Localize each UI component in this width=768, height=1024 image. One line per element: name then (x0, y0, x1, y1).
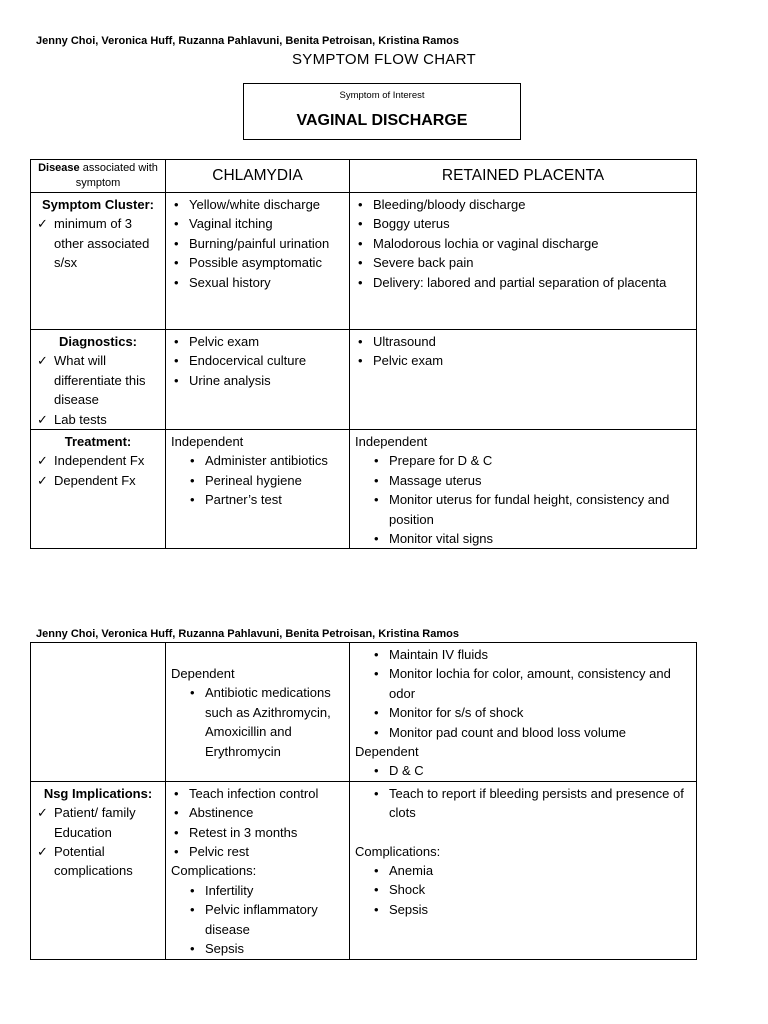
treatment-row (31, 430, 697, 549)
table-header-row (31, 160, 697, 193)
list-item: • Shock (371, 880, 691, 899)
diagnostics-row (31, 330, 697, 430)
chlamydia-diagnostics-cell (166, 330, 350, 430)
disease-header-rest: associated with symptom (75, 162, 158, 189)
symptom-of-interest-value: VAGINAL DISCHARGE (296, 112, 468, 129)
list-item: • Pelvic rest (171, 842, 344, 861)
placenta-diagnostics-cell (350, 330, 697, 430)
list-item: • Pelvic exam (171, 332, 344, 351)
disease-header-cell (31, 160, 166, 193)
list-item: • Teach infection control (171, 784, 344, 803)
placenta-treatment-continued-cell (350, 643, 697, 782)
chlamydia-header: CHLAMYDIA (166, 160, 350, 193)
chlamydia-cluster-cell (166, 193, 350, 330)
list-item: • Monitor pad count and blood loss volume (371, 723, 691, 742)
list-item: • Perineal hygiene (187, 471, 344, 490)
symptom-of-interest-box (243, 83, 521, 140)
list-item: • Sepsis (187, 939, 344, 958)
chlamydia-treatment-cell (166, 430, 350, 549)
list-item: • Delivery: labored and partial separation of placenta (355, 273, 691, 292)
list-item: • Partner’s test (187, 490, 344, 509)
complications-label: Complications: (355, 843, 441, 859)
nsg-implications-title: Nsg Implications: (43, 785, 153, 801)
list-item: • Pelvic exam (355, 351, 691, 370)
list-item: • Severe back pain (355, 253, 691, 272)
check-item: ✓ Patient/ family Education (36, 803, 160, 842)
diagnostics-title: Diagnostics: (58, 334, 137, 349)
list-item: • Burning/painful urination (171, 234, 344, 253)
list-item: • Urine analysis (171, 371, 344, 390)
list-item: • Prepare for D & C (371, 451, 691, 470)
nsg-implications-cell (31, 781, 166, 959)
list-item: • Maintain IV fluids (371, 645, 691, 664)
list-item: • Retest in 3 months (171, 823, 344, 842)
treatment-continued-row (31, 643, 697, 782)
symptom-cluster-title: Symptom Cluster: (42, 197, 154, 212)
list-item: • Possible asymptomatic (171, 253, 344, 272)
placenta-nsg-cell (350, 781, 697, 959)
nsg-implications-row (31, 781, 697, 959)
treatment-continued-empty-cell (31, 643, 166, 782)
authors-line: Jenny Choi, Veronica Huff, Ruzanna Pahlavuni, Benita Petroisan, Kristina Ramos (36, 35, 459, 47)
list-item: • Sexual history (171, 273, 344, 292)
list-item: • Monitor lochia for color, amount, consistency and odor (371, 664, 691, 703)
diagnostics-cell (31, 330, 166, 430)
dependent-label: Dependent (171, 666, 235, 681)
list-item: • Antibiotic medications such as Azithromycin, Amoxicillin and Erythromycin (187, 683, 344, 761)
symptom-table-page2 (30, 642, 697, 960)
list-item: • Monitor uterus for fundal height, consistency and position (371, 490, 691, 529)
list-item: • Boggy uterus (355, 214, 691, 233)
chlamydia-nsg-cell (166, 781, 350, 959)
symptom-of-interest-label: Symptom of Interest (339, 90, 425, 101)
check-item: ✓ Independent Fx (36, 451, 160, 470)
placenta-treatment-cell (350, 430, 697, 549)
list-item: • Teach to report if bleeding persists and presence of clots (371, 784, 691, 823)
check-item: ✓ minimum of 3 other associated s/sx (36, 214, 160, 272)
authors-line: Jenny Choi, Veronica Huff, Ruzanna Pahlavuni, Benita Petroisan, Kristina Ramos (36, 628, 459, 640)
list-item: • Bleeding/bloody discharge (355, 195, 691, 214)
list-item: • Abstinence (171, 803, 344, 822)
complications-label: Complications: (171, 863, 257, 879)
list-item: • Pelvic inflammatory disease (187, 900, 344, 939)
list-item: • Yellow/white discharge (171, 195, 344, 214)
list-item: • Infertility (187, 881, 344, 900)
list-item: • Monitor vital signs (371, 529, 691, 548)
list-item: • D & C (371, 761, 691, 780)
chlamydia-treatment-continued-cell (166, 643, 350, 782)
list-item: • Ultrasound (355, 332, 691, 351)
list-item: • Malodorous lochia or vaginal discharge (355, 234, 691, 253)
check-item: ✓ What will differentiate this disease (36, 351, 160, 409)
check-item: ✓ Potential complications (36, 842, 160, 881)
symptom-cluster-cell (31, 193, 166, 330)
dependent-label: Dependent (355, 744, 419, 760)
symptom-cluster-row (31, 193, 697, 330)
list-item: • Massage uterus (371, 471, 691, 490)
list-item: • Vaginal itching (171, 214, 344, 233)
list-item: • Sepsis (371, 900, 691, 919)
placenta-cluster-cell (350, 193, 697, 330)
check-item: ✓ Dependent Fx (36, 471, 160, 490)
independent-label: Independent (355, 434, 428, 450)
retained-placenta-header: RETAINED PLACENTA (350, 160, 697, 193)
symptom-table-page1 (30, 159, 697, 549)
treatment-title: Treatment: (64, 434, 132, 450)
page-title: SYMPTOM FLOW CHART (291, 51, 477, 68)
list-item: • Anemia (371, 861, 691, 880)
list-item: • Monitor for s/s of shock (371, 703, 691, 722)
check-item: ✓ Lab tests (36, 410, 160, 429)
list-item: • Administer antibiotics (187, 451, 344, 470)
disease-header-bold: Disease (38, 162, 80, 174)
list-item: • Endocervical culture (171, 351, 344, 370)
treatment-cell (31, 430, 166, 549)
independent-label: Independent (171, 434, 244, 450)
